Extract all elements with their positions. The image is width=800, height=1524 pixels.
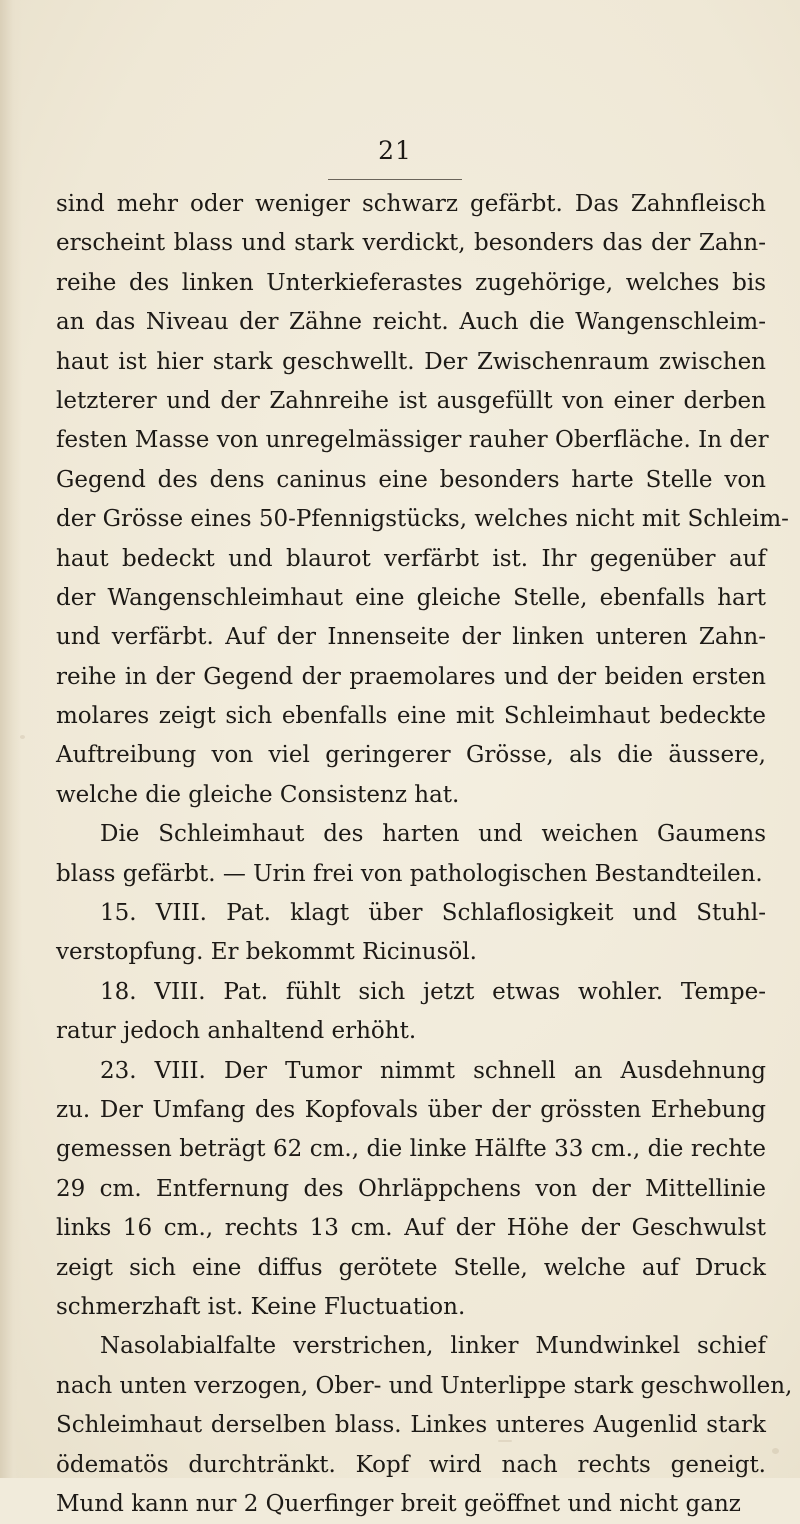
text-line: an das Niveau der Zähne reicht. Auch die Wangenschleim- bbox=[56, 309, 766, 336]
paragraph bbox=[56, 973, 766, 1052]
text-line: zu. Der Umfang des Kopfovals über der grössten Erhebung bbox=[56, 1096, 766, 1123]
text-line: 23. VIII. Der Tumor nimmt schnell an Ausdehnung bbox=[100, 1057, 766, 1084]
text-line: erscheint blass und stark verdickt, besonders das der Zahn- bbox=[56, 230, 766, 257]
paper-speck bbox=[498, 1440, 512, 1442]
text-line: ödematös durchtränkt. Kopf wird nach rechts geneigt. bbox=[56, 1451, 766, 1478]
body-text bbox=[56, 185, 793, 1524]
text-line: der Wangenschleimhaut eine gleiche Stelle, ebenfalls hart bbox=[56, 584, 766, 611]
text-line: reihe des linken Unterkieferastes zugehörige, welches bis bbox=[56, 269, 766, 296]
text-line: Nasolabialfalte verstrichen, linker Mundwinkel schief bbox=[100, 1333, 766, 1360]
text-line: der Grösse eines 50-Pfennigstücks, welches nicht mit Schleim- bbox=[56, 506, 789, 533]
text-line: 18. VIII. Pat. fühlt sich jetzt etwas wohler. Tempe- bbox=[100, 978, 766, 1005]
header-rule bbox=[328, 179, 462, 180]
text-line: molares zeigt sich ebenfalls eine mit Schleimhaut bedeckte bbox=[56, 703, 766, 730]
text-line: sind mehr oder weniger schwarz gefärbt. Das Zahnfleisch bbox=[56, 191, 766, 217]
paragraph bbox=[56, 185, 789, 815]
paragraph bbox=[56, 894, 766, 973]
text-line: 15. VIII. Pat. klagt über Schlaflosigkeit und Stuhl- bbox=[100, 900, 766, 927]
text-line: schmerzhaft ist. Keine Fluctuation. bbox=[56, 1293, 466, 1320]
text-line: und verfärbt. Auf der Innenseite der linken unteren Zahn- bbox=[56, 624, 766, 651]
text-line: haut bedeckt und blaurot verfärbt ist. Ihr gegenüber auf bbox=[56, 545, 766, 572]
text-line: welche die gleiche Consistenz hat. bbox=[56, 781, 460, 808]
page-gutter-shadow bbox=[0, 0, 22, 1478]
paper-speck bbox=[772, 1448, 779, 1454]
paragraph bbox=[56, 1052, 766, 1328]
paragraph bbox=[56, 1327, 793, 1524]
text-line: ratur jedoch anhaltend erhöht. bbox=[56, 1018, 417, 1045]
text-line: festen Masse von unregelmässiger rauher Oberfläche. In der bbox=[56, 427, 769, 454]
text-line: haut ist hier stark geschwellt. Der Zwischenraum zwischen bbox=[56, 348, 766, 375]
paper-speck bbox=[20, 735, 25, 739]
text-line: nach unten verzogen, Ober- und Unterlippe stark geschwollen, bbox=[56, 1372, 793, 1399]
text-line: verstopfung. Er bekommt Ricinusöl. bbox=[56, 939, 477, 966]
text-line: letzterer und der Zahnreihe ist ausgefüllt von einer derben bbox=[56, 387, 766, 414]
text-line: zeigt sich eine diffus gerötete Stelle, welche auf Druck bbox=[56, 1254, 766, 1281]
text-line: Mund kann nur 2 Querfinger breit geöffnet und nicht ganz bbox=[56, 1490, 741, 1517]
text-line: 29 cm. Entfernung des Ohrläppchens von der Mittellinie bbox=[56, 1175, 766, 1202]
text-line: Die Schleimhaut des harten und weichen Gaumens bbox=[100, 821, 766, 848]
paragraph bbox=[56, 815, 766, 894]
text-line: blass gefärbt. — Urin frei von pathologischen Bestandteilen. bbox=[56, 860, 763, 887]
text-line: gemessen beträgt 62 cm., die linke Hälfte 33 cm., die rechte bbox=[56, 1136, 766, 1163]
text-line: Schleimhaut derselben blass. Linkes unteres Augenlid stark bbox=[56, 1412, 766, 1439]
text-line: links 16 cm., rechts 13 cm. Auf der Höhe der Geschwulst bbox=[56, 1215, 766, 1242]
page-number: 21 bbox=[378, 136, 412, 165]
text-line: Auftreibung von viel geringerer Grösse, als die äussere, bbox=[56, 742, 766, 769]
text-line: Gegend des dens caninus eine besonders harte Stelle von bbox=[56, 466, 766, 493]
text-line: reihe in der Gegend der praemolares und der beiden ersten bbox=[56, 663, 766, 690]
